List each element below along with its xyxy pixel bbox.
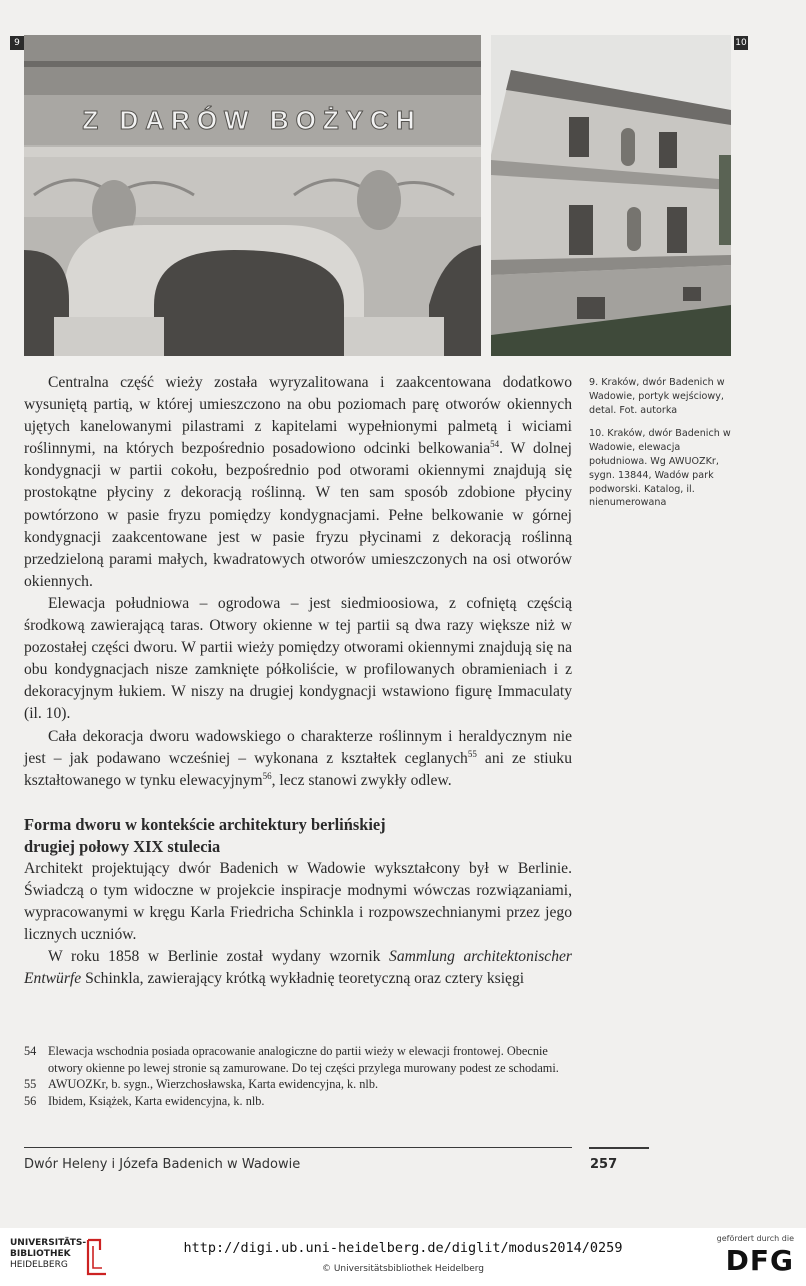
paragraph: Architekt projektujący dwór Badenich w Wadowie wykształcony był w Berlinie. Świadczą o tym widoczne w projekcie inspiracje modnymi wówczas rozwiązaniami, wypracowanymi w kręgu Karla Friedricha Schinkla i rozpowszechnianymi przez jego licznych uczniów. bbox=[24, 859, 572, 944]
document-url-link[interactable]: http://digi.ub.uni-heidelberg.de/diglit/modus2014/0259 bbox=[183, 1240, 623, 1256]
paragraph: W roku 1858 w Berlinie został wydany wzornik Sammlung architektonischer Entwürfe Schinkla, zawierający krótką wykładnię teoretyczną oraz cztery księgi bbox=[24, 948, 572, 988]
folio-rule bbox=[589, 1147, 649, 1149]
caption-figure-10: 10. Kraków, dwór Badenich w Wadowie, elewacja południowa. Wg AWUOZKr, sygn. 13844, Wadów park podworski. Katalog, il. nienumerowana bbox=[589, 428, 731, 509]
section-heading: Forma dworu w kontekście architektury berlińskiej drugiej połowy XIX stulecia bbox=[24, 814, 386, 856]
footnote: 56 Ibidem, Książek, Karta ewidencyjna, k. nlb. bbox=[24, 1093, 265, 1108]
figure-10-photo bbox=[491, 35, 731, 356]
footnote-ref: 54 bbox=[490, 439, 500, 450]
library-bar bbox=[0, 1228, 806, 1286]
inscription-text: Z DARÓW BOŻYCH bbox=[82, 105, 422, 135]
paragraph: Elewacja południowa – ogrodowa – jest siedmioosiowa, z cofniętą częścią środkową zawierającą taras. Otwory okienne w tej partii są dwa razy większe niż w pozostałej części dworu. W partii wieży pomiędzy otworami okiennymi znajdują się na obu kondygnacjach nisze zamknięte półkoliście, w profilowanych obramieniach i z dekoracyjnym łukiem. W niszy na drugiej kondygnacji wstawiono figurę Immaculaty (il. 10). bbox=[24, 594, 572, 723]
footnote: 55 AWUOZKr, b. sygn., Wierzchosławska, Karta ewidencyjna, k. nlb. bbox=[24, 1077, 379, 1092]
portico-detail-image bbox=[24, 35, 481, 356]
caption-figure-9: 9. Kraków, dwór Badenich w Wadowie, portyk wejściowy, detal. Fot. autorka bbox=[589, 377, 725, 416]
footnotes bbox=[24, 1043, 572, 1109]
figure-captions bbox=[589, 376, 741, 520]
figure-9-badge: 9 bbox=[10, 36, 24, 50]
copyright-notice: © Universitätsbibliothek Heidelberg bbox=[321, 1264, 484, 1274]
page-number: 257 bbox=[590, 1157, 618, 1172]
running-title: Dwór Heleny i Józefa Badenich w Wadowie bbox=[24, 1157, 301, 1172]
footer-rule bbox=[24, 1147, 572, 1148]
paragraph: Centralna część wieży została wyryzalitowana i zaakcentowana dodatkowo wysuniętą partią, w której umieszczono na obu poziomach parę otworów okiennych ujętych kanelowanymi pilastrami z kapitelami wypełnionymi palmetą i wiciami roślinnymi, na których bezpośrednio posadowiono odcinki belkowania$^{54}$. W dolnej kondygnacji w partii cokołu, bezpośrednio pod otworami okiennymi znajdują się prostokątne płyciny z dekoracją roślinną. W ten sam sposób zdobione płyciny powtórzono w pasie fryzu pomiędzy kondygnacjami. Pełne belkowanie w górnej kondygnacji zaakcentowane jest w pasie fryzu płycinami z dekoracją roślinną przedzieloną parami małych, kwadratowych otworów umieszczonych na osi otworów okiennych. bbox=[24, 374, 572, 590]
dfg-logo[interactable]: DFG bbox=[725, 1244, 794, 1277]
article-body bbox=[24, 372, 572, 990]
library-logo[interactable]: UNIVERSITÄTS- BIBLIOTHEK HEIDELBERG bbox=[10, 1238, 87, 1270]
figure-10-badge: 10 bbox=[735, 38, 747, 48]
figure-9-photo bbox=[24, 35, 481, 356]
footnote-ref: 55 bbox=[467, 748, 477, 759]
south-elevation-image bbox=[491, 35, 731, 356]
funder-note: gefördert durch die bbox=[716, 1234, 794, 1243]
paragraph: Cała dekoracja dworu wadowskiego o charakterze roślinnym i heraldycznym nie jest – jak podawano wcześniej – wykonana z kształtek ceglanych$^{55}$ ani ze stiuku kształtowanego w tynku elewacyjnym$^{56}$, lecz stanowi zwykły odlew. bbox=[24, 727, 572, 789]
footnote: 54 Elewacja wschodnia posiada opracowanie analogiczne do partii wieży w elewacji frontowej. Obecnie otwory okienne po lewej stronie są zamurowane. Do tej części przylega murowany podest ze schodami. bbox=[24, 1044, 559, 1075]
footnote-ref: 56 bbox=[262, 770, 272, 781]
